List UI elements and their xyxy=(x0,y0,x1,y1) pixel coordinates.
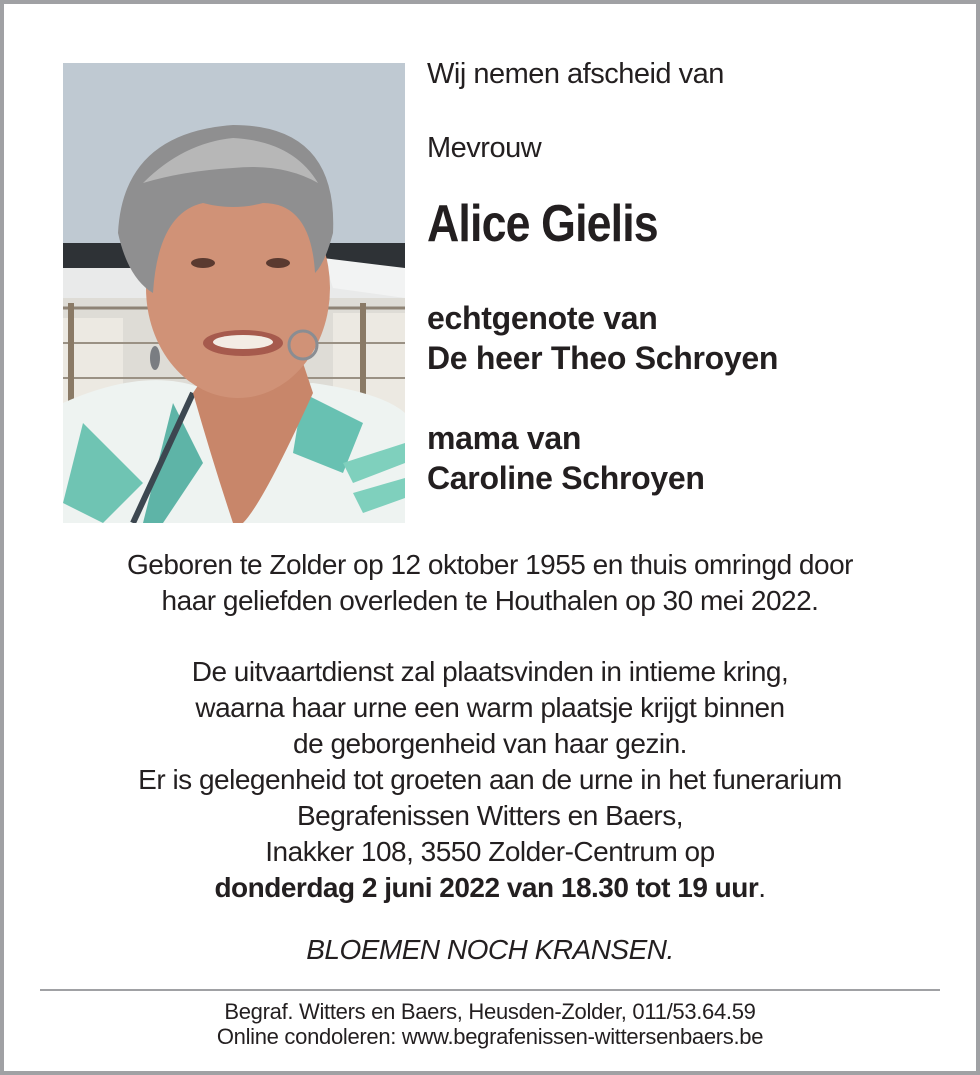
intro-text: Wij nemen afscheid van xyxy=(427,58,724,90)
born-line-1: Geboren te Zolder op 12 oktober 1955 en thuis omringd door xyxy=(127,549,853,580)
funeral-home-footer xyxy=(24,999,956,1049)
visitation-datetime: donderdag 2 juni 2022 van 18.30 tot 19 uur xyxy=(214,872,759,903)
service-line-3: de geborgenheid van haar gezin. xyxy=(293,728,687,759)
footer-divider xyxy=(40,989,940,991)
online-condolence-link[interactable]: Online condoleren: www.begrafenissen-wittersenbaers.be xyxy=(216,1024,764,1049)
honorific: Mevrouw xyxy=(427,132,542,164)
spouse-role: echtgenote van xyxy=(427,300,658,336)
service-line-2: waarna haar urne een warm plaatsje krijgt binnen xyxy=(195,692,785,723)
notice-header xyxy=(427,56,967,498)
portrait-illustration xyxy=(63,63,405,523)
visitation-period: . xyxy=(758,872,766,903)
service-text xyxy=(24,654,956,906)
spouse-name: De heer Theo Schroyen xyxy=(427,340,779,376)
deceased-name: Alice Gielis xyxy=(427,195,658,253)
child-name: Caroline Schroyen xyxy=(427,460,705,496)
visitation-line xyxy=(24,870,956,906)
funeral-home-contact: Begraf. Witters en Baers, Heusden-Zolder, 011/53.64.59 xyxy=(224,999,756,1024)
child-role: mama van xyxy=(427,420,582,456)
portrait-photo xyxy=(63,63,405,523)
service-line-6: Inakker 108, 3550 Zolder-Centrum op xyxy=(265,836,715,867)
service-line-1: De uitvaartdienst zal plaatsvinden in intieme kring, xyxy=(191,656,789,687)
service-line-4: Er is gelegenheid tot groeten aan de urne in het funerarium xyxy=(138,764,842,795)
birth-death-text xyxy=(24,547,956,619)
service-line-5: Begrafenissen Witters en Baers, xyxy=(296,800,683,831)
flowers-note: BLOEMEN NOCH KRANSEN. xyxy=(306,934,674,965)
born-line-2: haar geliefden overleden te Houthalen op 30 mei 2022. xyxy=(161,585,819,616)
